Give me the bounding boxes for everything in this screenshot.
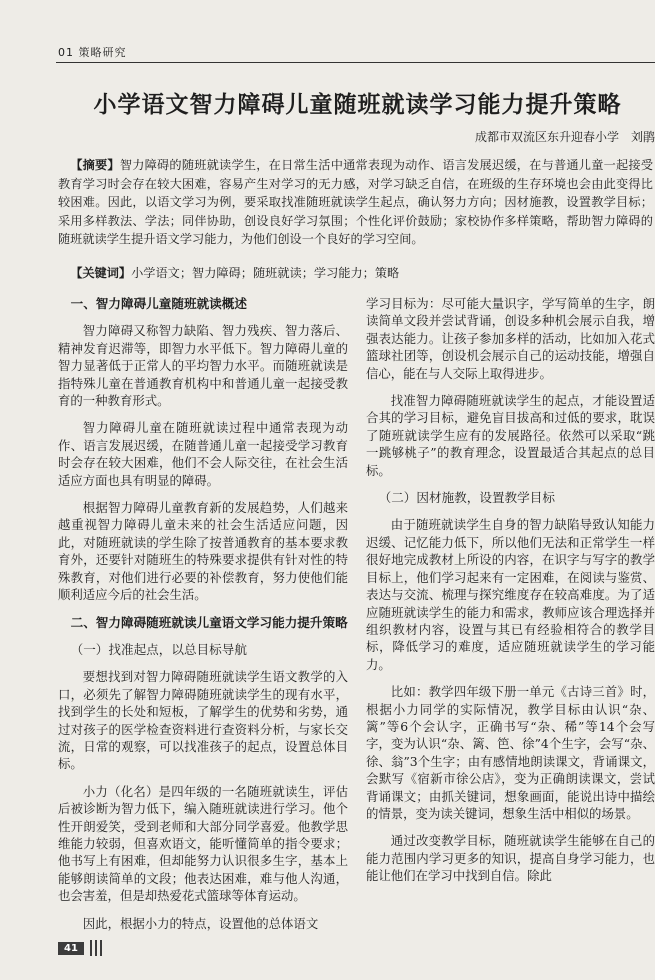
paragraph: 比如：教学四年级下册一单元《古诗三首》时，根据小力同学的实际情况，教学目标由认识“杂、篱”等6个会认字，正确书写“杂、稀”等14个会写字，变为认识“杂、篱、笆、徐”4个生字，会写“杂、徐、翁”3个生字；由有感情地朗读课文，背诵课文，会默写《宿新市徐公店》，变为正确朗读课文，尝试背诵课文；由抓关键词，想象画面，能说出诗中描绘的情景，变为读关键词，想象生活中相似的场景。 [366,684,655,821]
header-rule [56,62,655,63]
keywords-text: 小学语文；智力障碍；随班就读；学习能力；策略 [131,266,400,280]
heading-section-1: 一、智力障碍儿童随班就读概述 [70,296,247,311]
page-number-decoration [90,940,104,956]
paragraph: 由于随班就读学生自身的智力缺陷导致认知能力迟缓、记忆能力低下，所以他们无法和正常学生一样很好地完成教材上所设的内容，在识字与写字的教学目标上，他们学习起来有一定困难，在阅读与鉴赏、表达与交流、梳理与探究维度存在较高难度。为了适应随班就读学生的能力和需求，教师应该合理选择并组织教材内容，设置与其已有经验相符合的教学目标，降低学习的难度，适应随班就读学生的学习能力。 [366,517,655,672]
right-column [366,295,655,895]
paragraph: 通过改变教学目标，随班就读学生能够在自己的能力范围内学习更多的知识，提高自身学习能力，也能让他们在学习中找到自信。除此 [366,833,655,884]
keywords [58,264,653,281]
heading-subsection-2: （二）因材施教，设置教学目标 [378,490,555,506]
paragraph: 小力（化名）是四年级的一名随班就读生，评估后被诊断为智力低下，编入随班就读进行学习。他个性开朗爱笑，受到老师和大部分同学喜爱。他教学思维能力较弱，但喜欢语文，能听懂简单的指令要求；他书写上有困难，但却能努力认识很多生字，基本上能够朗读简单的文段；他表达困难，难与他人沟通，也会害羞，但是却热爱花式篮球等体育运动。 [58,783,348,904]
keywords-label: 【关键词】 [70,266,132,280]
abstract-label: 【摘要】 [70,158,120,172]
paragraph: 因此，根据小力的特点，设置他的总体语文 [82,915,319,931]
abstract-text: 智力障碍的随班就读学生，在日常生活中通常表现为动作、语言发展迟缓，在与普通儿童一起接受教育学习时会存在较大困难，容易产生对学习的无力感，对学习缺乏自信，在班级的生存环境也会由此变得比较困难。因此，以语文学习为例，要采取找准随班就读学生起点，确认努力方向；因材施教，设置教学目标；采用多样教法、学法；同伴协助，创设良好学习氛围；个性化评价鼓励；家校协作多样策略，帮助智力障碍的随班就读学生提升语文学习能力，为他们创设一个良好的学习空间。 [58,158,654,247]
paragraph: 根据智力障碍儿童教育新的发展趋势，人们越来越重视智力障碍儿童未来的社会生活适应问题，因此，对随班就读的学生除了按普通教育的基本要求教育外，还要针对随班生的特殊要求提供有针对性的特殊教育，对他们进行必要的补偿教育，努力使他们能顺利适应今后的社会生活。 [58,500,348,603]
left-column [58,295,348,942]
paragraph: 学习目标为：尽可能大量识字，学写简单的生字，朗读简单文段并尝试背诵，创设多种机会展示自我，增强表达能力。让孩子参加多样的活动，比如加入花式篮球社团等，创设机会展示自己的运动技能，增强自信心，能在与人交际上取得进步。 [366,296,655,381]
paragraph: 智力障碍又称智力缺陷、智力残疾、智力落后、精神发育迟滞等，即智力水平低下。智力障碍儿童的智力显著低于正常人的平均智力水平。而随班就读是指特殊儿童在普通教育机构中和普通儿童一起接受教育的一种教育形式。 [58,323,348,409]
heading-subsection-1: （一）找准起点，以总目标导航 [70,641,247,657]
page-number: 41 [58,942,84,955]
section-tag: 01 策略研究 [58,46,127,59]
abstract [58,156,653,249]
paragraph: 要想找到对智力障碍随班就读学生语文教学的入口，必须先了解智力障碍随班就读学生的现有水平，找到学生的长处和短板，了解学生的优势和劣势，通过对孩子的医学检查资料进行查资料分析，与家长交流，日常的观察，可以找准孩子的起点，设置总体目标。 [58,669,348,772]
article-title: 小学语文智力障碍儿童随班就读学习能力提升策略 [93,92,622,118]
paragraph: 智力障碍儿童在随班就读过程中通常表现为动作、语言发展迟缓，在随普通儿童一起接受学习教育时会存在较大困难，他们不会人际交往，在社会生活适应方面也具有明显的障碍。 [58,420,348,488]
paragraph: 找准智力障碍随班就读学生的起点，才能设置适合其的学习目标，避免盲目拔高和过低的要求，耽误了随班就读学生应有的发展路径。依然可以采取“跳一跳够桃子”的教育理念，设置最适合其起点的总目标。 [366,393,655,478]
article-author: 成都市双流区东升迎春小学 刘鹃 [474,130,655,144]
heading-section-2: 二、智力障碍随班就读儿童语文学习能力提升策略 [70,614,348,630]
